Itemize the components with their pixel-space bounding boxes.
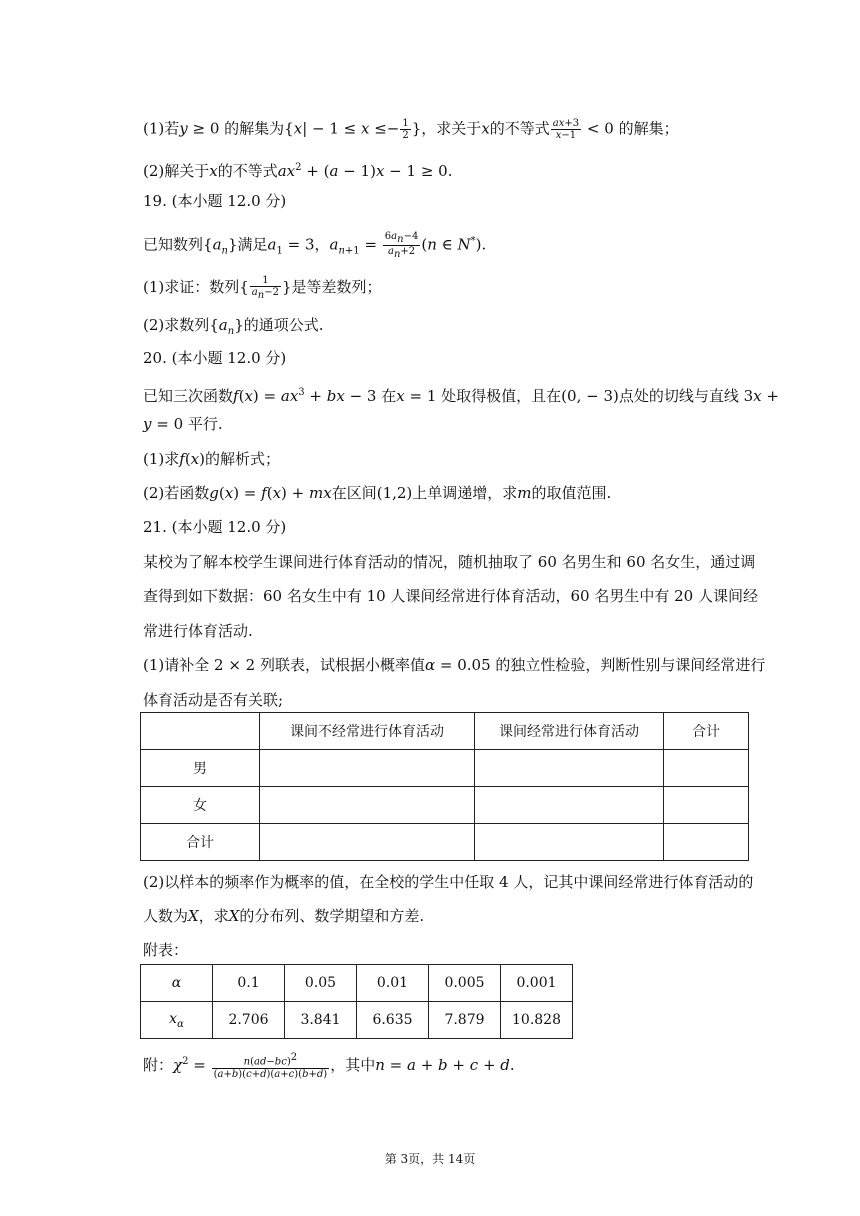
table-cell: [475, 787, 664, 824]
table-header-cell: [141, 713, 260, 750]
table-cell: 合计: [141, 824, 260, 861]
q21-part1-line1: (1)请补全 2 × 2 列联表，试根据小概率值α = 0.05 的独立性检验，判断性别与课间经常进行: [143, 656, 766, 674]
q21-part2-line2: 人数为X，求X的分布列、数学期望和方差.: [143, 907, 425, 925]
q21-part1-line2: 体育活动是否有关联;: [143, 691, 284, 709]
q20-stem-line2: y = 0 平行.: [143, 415, 223, 433]
q19-part2: (2)求数列$\{a_n\}$的通项公式.: [143, 316, 324, 337]
chi-square-formula: 附：$\chi^2$ = $\frac{n(ad-bc)^2}{(a+b)(c+d)(a+c)(b+d)}$ ，其中n = a + b + c + d.: [143, 1052, 515, 1080]
appendix-label: 附表：: [143, 941, 189, 959]
fraction: $\frac{6a_n-4}{a_n+2}$: [384, 231, 419, 260]
table-cell: [260, 750, 475, 787]
table-cell: 10.828: [501, 1002, 573, 1039]
table-cell: 0.1: [213, 965, 285, 1002]
x-alpha-label: $x_\alpha$: [141, 1002, 213, 1039]
table-header-cell: 课间经常进行体育活动: [475, 713, 664, 750]
q20-stem-line1: 已知三次函数$f(x) = ax^3$ + bx − 3 在x = 1 处取得极值，且在(0, − 3)点处的切线与直线 3x +: [143, 387, 779, 405]
q20-header: 20. (本小题 12.0 分): [143, 349, 287, 367]
table-row: [141, 965, 573, 1002]
critical-value-table: [140, 964, 573, 1039]
q20-part2: (2)若函数g(x) = f(x) + mx在区间(1,2)上单调递增，求m的取值范围.: [143, 484, 612, 502]
q21-header: 21. (本小题 12.0 分): [143, 518, 287, 536]
table-cell: [664, 750, 749, 787]
q19-stem: 已知数列$\{a_n\}$满足$a_1 = 3$，$a_{n+1}$ = $\frac{6a_n-4}{a_n+2}$ (n ∈ N*).: [143, 231, 487, 260]
table-header-cell: 课间不经常进行体育活动: [260, 713, 475, 750]
fraction: $\frac{1}{a_n-2}$: [251, 275, 279, 301]
alpha-label: α: [141, 965, 213, 1002]
fraction: $\frac{ax+3}{x-1}$: [552, 118, 580, 141]
page-footer: 第 3页，共 14页: [384, 1152, 476, 1166]
table-cell: [475, 824, 664, 861]
table-cell: 0.01: [357, 965, 429, 1002]
q21-stem-line2: 查得到如下数据：60 名女生中有 10 人课间经常进行体育活动，60 名男生中有 20 人课间经: [143, 587, 758, 605]
table-cell: [475, 750, 664, 787]
table-cell: 男: [141, 750, 260, 787]
q18-part1: (1)若y ≥ 0 的解集为{x| − 1 ≤ x ≤− $\frac{1}{2}$ }，求关于x的不等式 $\frac{ax+3}{x-1}$ < 0 的解集；: [143, 118, 679, 141]
table-cell: 6.635: [357, 1002, 429, 1039]
table-cell: 3.841: [285, 1002, 357, 1039]
q21-part2-line1: (2)以样本的频率作为概率的值，在全校的学生中任取 4 人，记其中课间经常进行体育活动的: [143, 873, 754, 891]
table-row: [141, 1002, 573, 1039]
table-cell: [664, 787, 749, 824]
table-header-row: [141, 713, 749, 750]
q20-part1: (1)求f(x)的解析式；: [143, 450, 281, 468]
q19-part1: (1)求证：数列{ $\frac{1}{a_n-2}$ }是等差数列；: [143, 275, 382, 301]
table-row: [141, 750, 749, 787]
q19-header: 19. (本小题 12.0 分): [143, 192, 287, 210]
table-row: [141, 824, 749, 861]
contingency-table: [140, 712, 749, 861]
table-cell: 0.05: [285, 965, 357, 1002]
table-cell: [260, 824, 475, 861]
table-cell: 2.706: [213, 1002, 285, 1039]
table-cell: [664, 824, 749, 861]
fraction: $\frac{1}{2}$: [402, 118, 409, 141]
table-cell: [260, 787, 475, 824]
fraction: $\frac{n(ad-bc)^2}{(a+b)(c+d)(a+c)(b+d)}$: [213, 1052, 328, 1080]
table-cell: 0.001: [501, 965, 573, 1002]
q18-part2: (2)解关于x的不等式$ax^2 + (a - 1)x - 1 \ge 0$.: [143, 162, 453, 180]
table-cell: 女: [141, 787, 260, 824]
q21-stem-line3: 常进行体育活动.: [143, 622, 253, 640]
table-cell: 7.879: [429, 1002, 501, 1039]
table-row: [141, 787, 749, 824]
q21-stem-line1: 某校为了解本校学生课间进行体育活动的情况，随机抽取了 60 名男生和 60 名女生，通过调: [143, 553, 756, 571]
table-header-cell: 合计: [664, 713, 749, 750]
table-cell: 0.005: [429, 965, 501, 1002]
